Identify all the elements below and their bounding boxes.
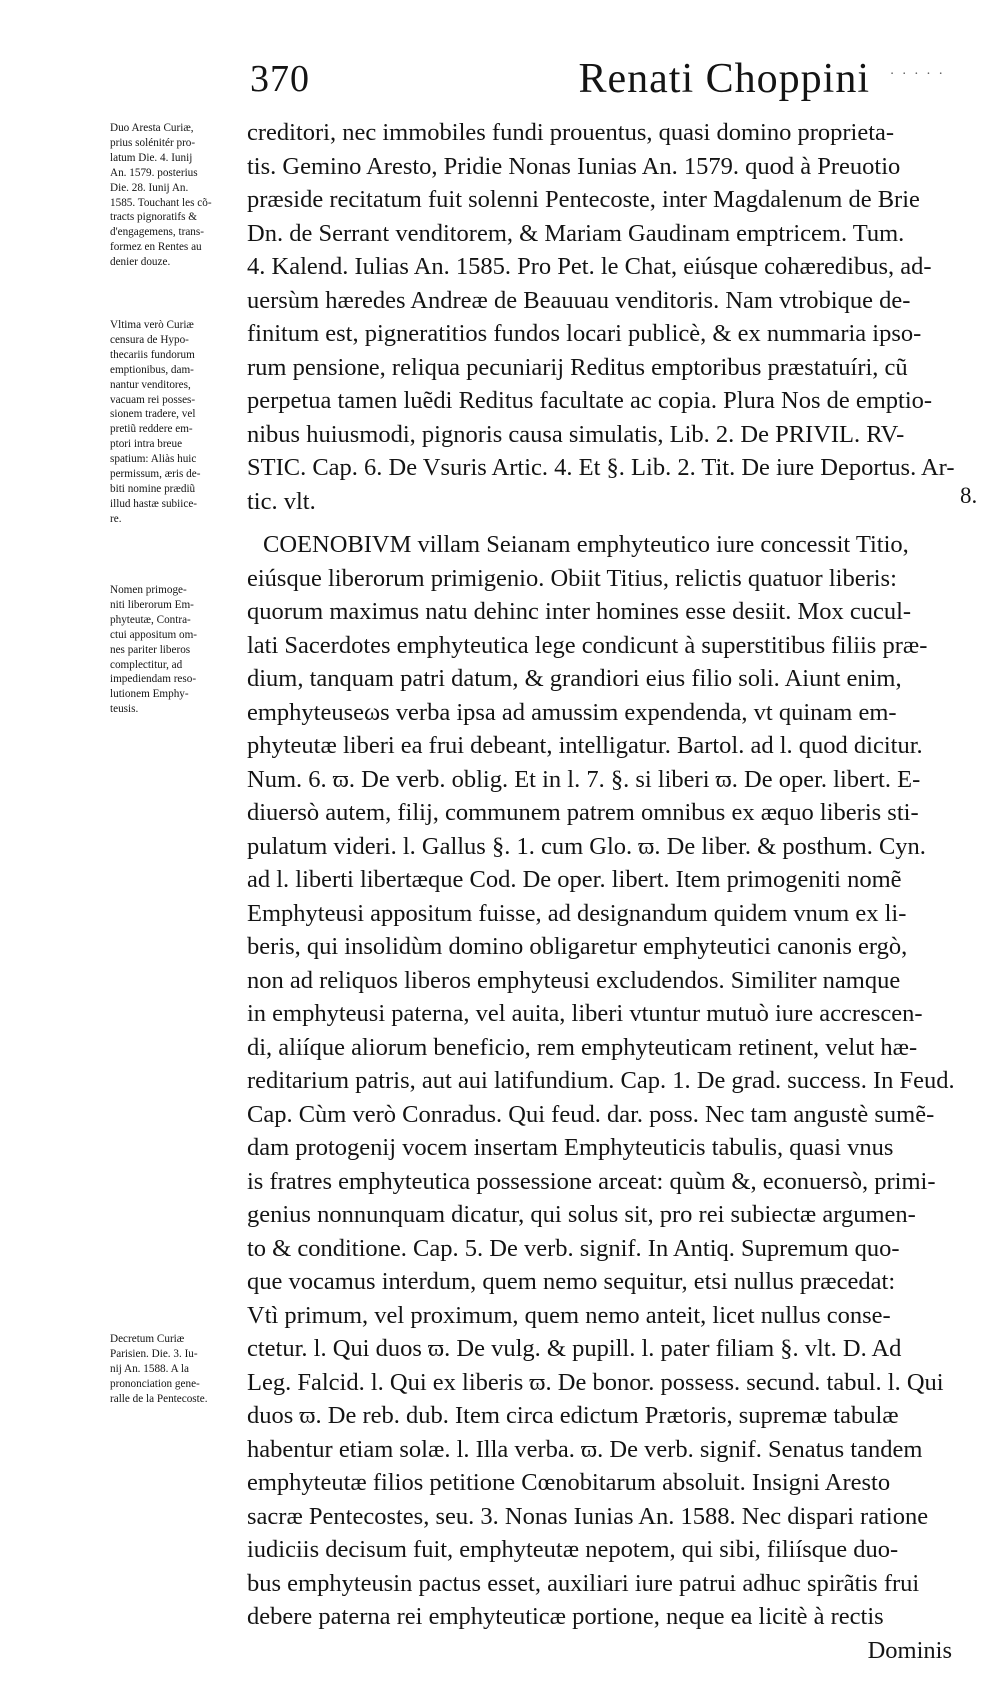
text-line: 4. Kalend. Iulias An. 1585. Pro Pet. le Chat, eiúsque cohæredibus, ad-	[247, 253, 932, 280]
marginal-note-3	[110, 583, 238, 717]
note-line: pretiũ reddere em-	[110, 423, 193, 436]
note-line: ptori intra breue	[110, 438, 183, 451]
note-line: An. 1579. posterius	[110, 166, 198, 179]
text-line: duos ϖ. De reb. dub. Item circa edictum Prætoris, supremæ tabulæ	[247, 1402, 899, 1429]
text-line: tic. vlt.	[247, 487, 316, 515]
text-line: di, aliíque aliorum beneficio, rem emphyteuticam retinent, velut hæ-	[247, 1033, 918, 1061]
text-line: debere paterna rei emphyteuticæ portione, neque ea licitè à rectis	[247, 1603, 884, 1630]
text-line: bus emphyteusin pactus esset, auxiliari iure patrui adhuc spirãtis frui	[247, 1569, 920, 1597]
text-line: Dn. de Serrant venditorem, & Mariam Gaudinam emptricem. Tum.	[247, 219, 905, 247]
text-line: nibus huiusmodi, pignoris causa simulatis, Lib. 2. De PRIVIL. RV-	[247, 420, 905, 448]
note-line: emptionibus, dam-	[110, 363, 194, 376]
note-line: denier douze.	[110, 256, 171, 269]
text-line: eiúsque liberorum primigenio. Obiit Titius, relictis quatuor liberis:	[247, 564, 897, 592]
text-line: Cap. Cùm verò Conradus. Qui feud. dar. poss. Nec tam angustè sumẽ-	[247, 1100, 935, 1128]
text-line: Emphyteusi appositum fuisse, ad designandum quidem vnum ex li-	[247, 899, 907, 927]
text-line: non ad reliquos liberos emphyteusi excludendos. Similiter namque	[247, 966, 901, 994]
note-line: lutionem Emphy-	[110, 688, 189, 701]
note-line: censura de Hypo-	[110, 333, 189, 346]
note-line: ralle de la Pentecoste.	[110, 1392, 208, 1405]
note-line: formez en Rentes au	[110, 241, 202, 254]
note-line: phyteutæ, Contra-	[110, 613, 191, 626]
text-line: lati Sacerdotes emphyteutica lege condicunt à superstitibus filiis præ-	[247, 631, 928, 659]
running-title: Renati Choppini	[578, 56, 870, 102]
text-line: to & conditione. Cap. 5. De verb. signif. In Antiq. Supremum quo-	[247, 1234, 900, 1262]
text-line: præside recitatum fuit solenni Pentecoste, inter Magdalenum de Brie	[247, 186, 920, 213]
marginal-note-1	[110, 121, 238, 270]
text-line: in emphyteusi paterna, vel auita, liberi vtuntur mutuò iure accrescen-	[247, 1000, 923, 1027]
text-line: COENOBIVM villam Seianam emphyteutico iure concessit Titio,	[263, 531, 909, 558]
note-line: complectitur, ad	[110, 658, 183, 671]
text-line: genius nonnunquam dicatur, qui solus sit, pro rei subiectæ argumen-	[247, 1201, 916, 1228]
note-line: re.	[110, 512, 122, 525]
note-line: teusis.	[110, 703, 139, 716]
note-line: Parisien. Die. 3. Iu-	[110, 1347, 198, 1360]
marginal-note-4	[110, 1332, 238, 1407]
text-line: beris, qui insolidùm domino obligaretur emphyteutici canonis ergò,	[247, 933, 908, 960]
note-line: nes pariter liberos	[110, 643, 191, 656]
text-line: habentur etiam solæ. l. Illa verba. ϖ. De verb. signif. Senatus tandem	[247, 1435, 923, 1463]
text-line: Leg. Falcid. l. Qui ex liberis ϖ. De bonor. possess. secund. tabul. l. Qui	[247, 1368, 944, 1396]
note-line: Nomen primoge-	[110, 584, 187, 596]
text-line: reditarium patris, aut aui latifundium. Cap. 1. De grad. success. In Feud.	[247, 1067, 955, 1094]
note-line: nij An. 1588. A la	[110, 1362, 189, 1375]
text-line: Num. 6. ϖ. De verb. oblig. Et in l. 7. §. si liberi ϖ. De oper. libert. E-	[247, 765, 921, 793]
text-line: is fratres emphyteutica possessione arceat: quùm &, econuersò, primi-	[247, 1167, 936, 1195]
text-line: quorum maximus natu dehinc inter homines esse desiit. Mox cucul-	[247, 598, 912, 625]
note-line: Vltima verò Curiæ	[110, 319, 194, 331]
paragraph-gap	[247, 518, 962, 528]
header-mark: · · · · ·	[889, 67, 945, 82]
note-line: d'engagemens, trans-	[110, 226, 204, 239]
note-line: tracts pignoratifs &	[110, 211, 197, 224]
note-line: spatium: Aliàs huic	[110, 453, 197, 466]
note-line: biti nomine prædiũ	[110, 482, 196, 495]
text-line: finitum est, pigneratitios fundos locari publicè, & ex nummaria ipso-	[247, 320, 922, 347]
note-line: thecariis fundorum	[110, 348, 195, 361]
text-line: tis. Gemino Aresto, Pridie Nonas Iunias An. 1579. quod à Preuotio	[247, 152, 901, 180]
catchword: Dominis	[867, 1636, 952, 1664]
text-line: rum pensione, reliqua pecuniarij Reditus emptoribus præstatuíri, cũ	[247, 353, 908, 381]
text-line: que vocamus interdum, quem nemo sequitur, etsi nullus præcedat:	[247, 1268, 896, 1295]
running-head	[245, 55, 965, 115]
text-line: creditori, nec immobiles fundi prouentus, quasi domino proprieta-	[247, 119, 895, 146]
text-line: diuersò autem, filij, communem patrem omnibus ex æquo liberis sti-	[247, 799, 919, 826]
note-line: sionem tradere, vel	[110, 408, 196, 421]
marginal-note-2	[110, 318, 238, 527]
page-number: 370	[250, 58, 310, 100]
text-line: ad l. liberti libertæque Cod. De oper. libert. Item primogeniti nomẽ	[247, 866, 902, 893]
note-line: permissum, æris de-	[110, 468, 201, 481]
note-line: prononciation gene-	[110, 1377, 200, 1390]
note-line: prius solénitér pro-	[110, 136, 196, 149]
text-line: dam protogenij vocem insertam Emphyteuticis tabulis, quasi vnus	[247, 1134, 894, 1161]
text-line: pulatum videri. l. Gallus §. 1. cum Glo. ϖ. De liber. & posthum. Cyn.	[247, 832, 926, 860]
text-line: uersùm hæredes Andreæ de Beauuau venditoris. Nam vtrobique de-	[247, 286, 911, 314]
text-line: ctetur. l. Qui duos ϖ. De vulg. & pupill. l. pater filiam §. vlt. D. Ad	[247, 1335, 902, 1362]
note-line: niti liberorum Em-	[110, 598, 194, 611]
note-line: latum Die. 4. Iunij	[110, 151, 193, 164]
note-line: ctui appositum om-	[110, 628, 198, 641]
note-line: Duo Aresta Curiæ,	[110, 122, 194, 134]
text-line: Vtì primum, vel proximum, quem nemo anteit, licet nullus conse-	[247, 1301, 891, 1329]
note-line: impediendam reso-	[110, 673, 197, 686]
text-line: dium, tanquam patri datum, & grandiori eius filio soli. Aiunt enim,	[247, 665, 902, 692]
text-line: phyteutæ liberi ea frui debeant, intelligatur. Bartol. ad l. quod dicitur.	[247, 732, 923, 759]
note-line: vacuam rei posses-	[110, 393, 196, 406]
note-line: 1585. Touchant les cõ-	[110, 196, 212, 209]
main-text-column	[247, 116, 962, 1667]
text-line: emphyteuseωs verba ipsa ad amussim expendenda, vt quinam em-	[247, 698, 897, 726]
note-line: nantur venditores,	[110, 378, 191, 391]
text-line: sacræ Pentecostes, seu. 3. Nonas Iunias An. 1588. Nec dispari ratione	[247, 1502, 929, 1530]
note-line: Die. 28. Iunij An.	[110, 181, 189, 194]
text-line: emphyteutæ filios petitione Cœnobitarum absoluit. Insigni Aresto	[247, 1469, 891, 1496]
text-line: iudiciis decisum fuit, emphyteutæ nepotem, qui sibi, filiísque duo-	[247, 1536, 899, 1563]
note-line: Decretum Curiæ	[110, 1333, 185, 1345]
text-line: STIC. Cap. 6. De Vsuris Artic. 4. Et §. Lib. 2. Tit. De iure Deportus. Ar-	[247, 454, 955, 481]
text-line: perpetua tamen luẽdi Reditus facultate ac copia. Plura Nos de emptio-	[247, 387, 933, 414]
note-line: illud hastæ subiice-	[110, 497, 198, 510]
paragraph-number: 8.	[960, 483, 978, 508]
